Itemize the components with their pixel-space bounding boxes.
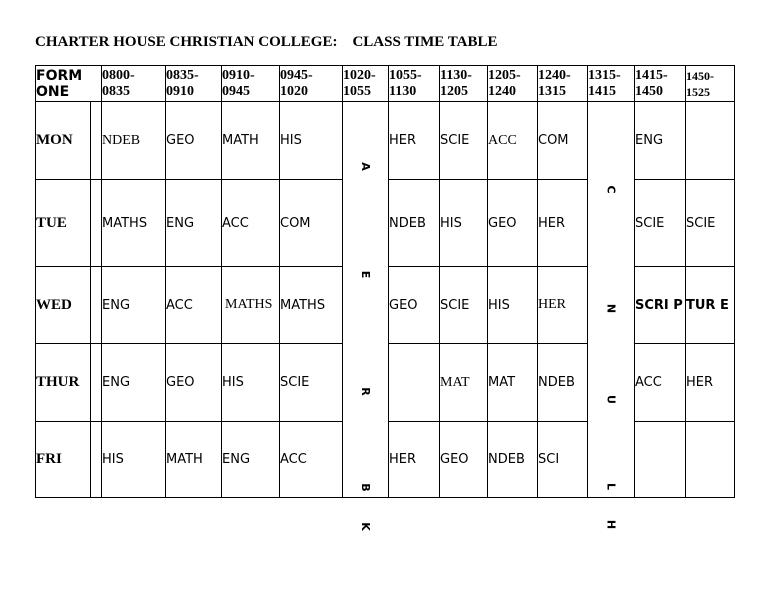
break-letter: B [359, 483, 372, 492]
period-header: 1315- 1415 [588, 66, 635, 102]
lunch-letter: N [604, 303, 618, 314]
period-header: 1415- 1450 [635, 66, 686, 102]
day-label: THUR [36, 344, 91, 422]
subject-cell: ENG [635, 102, 686, 180]
subject-cell: COM [538, 102, 588, 180]
subject-cell: HER [686, 344, 735, 422]
subject-cell: NDEB [102, 102, 166, 180]
subject-cell [635, 422, 686, 498]
subject-cell: ENG [102, 344, 166, 422]
period-header: 0910- 0945 [222, 66, 280, 102]
subject-cell: TUR E [686, 267, 735, 344]
subject-cell: MATHS [280, 267, 343, 344]
lunch-letter: H [604, 519, 618, 530]
subject-cell: HER [389, 422, 440, 498]
subject-cell: HIS [280, 102, 343, 180]
page-title: CHARTER HOUSE CHRISTIAN COLLEGE: CLASS TIME TABLE [35, 34, 498, 50]
table-row [36, 102, 735, 180]
timetable [35, 65, 735, 531]
subject-cell: SCIE [280, 344, 343, 422]
lunch-letter: L [604, 482, 618, 490]
subject-cell: MAT [440, 344, 488, 422]
day-label: WED [36, 267, 91, 344]
lunch-column [588, 102, 635, 530]
subject-cell: GEO [166, 102, 222, 180]
subject-cell: GEO [488, 180, 538, 267]
subject-cell: HIS [488, 267, 538, 344]
subject-cell: ACC [280, 422, 343, 498]
subject-cell: NDEB [538, 344, 588, 422]
period-header: 1020- 1055 [343, 66, 389, 102]
subject-cell: SCIE [440, 102, 488, 180]
period-header: 1055- 1130 [389, 66, 440, 102]
subject-cell: COM [280, 180, 343, 267]
day-label: MON [36, 102, 91, 180]
subject-cell: SCI [538, 422, 588, 498]
subject-cell: SCIE [440, 267, 488, 344]
subject-cell: ACC [635, 344, 686, 422]
subject-cell [686, 102, 735, 180]
day-label: TUE [36, 180, 91, 267]
period-header: 1205- 1240 [488, 66, 538, 102]
subject-cell: MATH [222, 102, 280, 180]
subject-cell: HIS [440, 180, 488, 267]
break-letter: A [359, 162, 372, 171]
break-letter: R [359, 387, 372, 396]
header-row [36, 66, 735, 102]
subject-cell: ENG [222, 422, 280, 498]
subject-cell: SCIE [686, 180, 735, 267]
row-separator [91, 422, 102, 498]
break-letter: E [359, 270, 372, 279]
subject-cell: ENG [102, 267, 166, 344]
subject-cell: HER [538, 267, 588, 344]
subject-cell: MATH [166, 422, 222, 498]
break-column [343, 102, 389, 531]
row-separator [91, 267, 102, 344]
subject-cell: GEO [440, 422, 488, 498]
period-header: 1240- 1315 [538, 66, 588, 102]
subject-cell: ENG [166, 180, 222, 267]
subject-cell [389, 344, 440, 422]
period-header: 0945- 1020 [280, 66, 343, 102]
subject-cell: NDEB [389, 180, 440, 267]
subject-cell: MATHS [222, 267, 280, 344]
break-letter: K [359, 522, 372, 531]
subject-cell: SCIE [635, 180, 686, 267]
row-separator [91, 102, 102, 180]
subject-cell: ACC [488, 102, 538, 180]
subject-cell: HIS [102, 422, 166, 498]
subject-cell: NDEB [488, 422, 538, 498]
subject-cell: MATHS [102, 180, 166, 267]
subject-cell: SCRI P [635, 267, 686, 344]
lunch-letter: U [604, 395, 618, 404]
subject-cell: HER [389, 102, 440, 180]
period-header: 0800- 0835 [102, 66, 166, 102]
subject-cell: MAT [488, 344, 538, 422]
subject-cell: GEO [166, 344, 222, 422]
row-separator [91, 344, 102, 422]
subject-cell: HER [538, 180, 588, 267]
subject-cell: ACC [222, 180, 280, 267]
day-label: FRI [36, 422, 91, 498]
form-header-line1: FORM [36, 68, 83, 84]
period-header: 1450- 1525 [686, 66, 735, 102]
subject-cell [686, 422, 735, 498]
form-header [36, 66, 102, 102]
subject-cell: ACC [166, 267, 222, 344]
lunch-letter: C [604, 185, 618, 194]
period-header: 1130- 1205 [440, 66, 488, 102]
form-header-line2: ONE [36, 84, 70, 100]
period-header: 0835- 0910 [166, 66, 222, 102]
subject-cell: GEO [389, 267, 440, 344]
subject-cell: HIS [222, 344, 280, 422]
row-separator [91, 180, 102, 267]
